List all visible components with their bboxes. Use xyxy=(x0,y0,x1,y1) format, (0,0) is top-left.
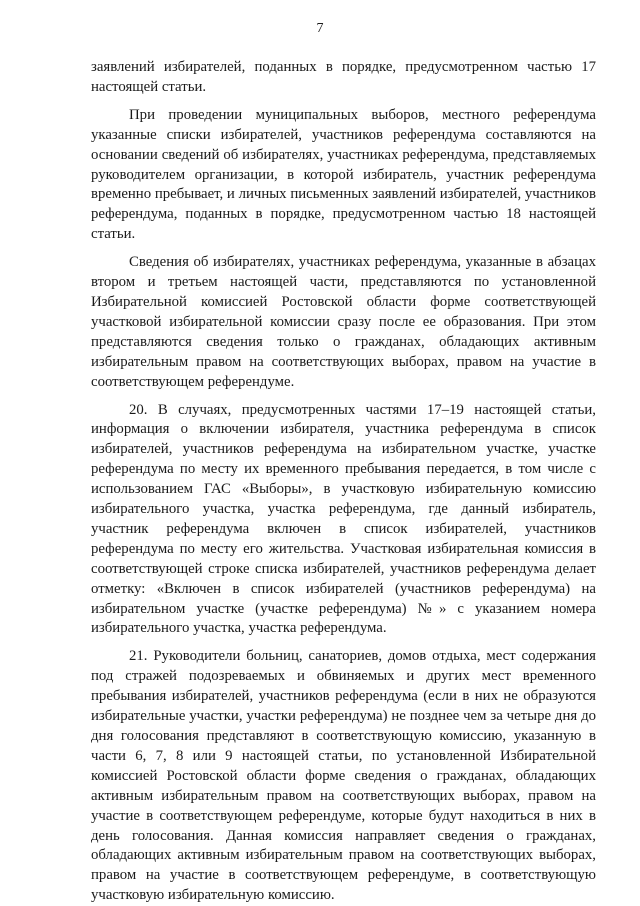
document-body xyxy=(91,58,596,906)
page-number: 7 xyxy=(316,21,324,36)
paragraph-part-20: 20. В случаях, предусмотренных частями 17–19 настоящей статьи, информация о включении избирателя, участника референдума в список избирателей, участников референдума на избирательном участке, участке референдума по месту их временного пребывания передается, в том числе с использованием ГАС «Выборы», в участковую избирательную комиссию избирательного участка, участка референдума, где данный избиратель, участник референдума включен в список избирателей, участников референдума по месту его жительства. Участковая избирательная комиссия в соответствующей строке списка избирателей, участников референдума делает отметку: «Включен в список избирателей (участников референдума) на избирательном участке (участке референдума) №» с указанием номера избирательного участка, участка референдума. xyxy=(91,401,596,637)
paragraph-voter-information: Сведения об избирателях, участниках референдума, указанные в абзацах втором и третьем настоящей части, представляются по установленной Избирательной комиссией Ростовской области форме соответствующей участковой избирательной комиссии сразу после ее образования. При этом представляются сведения только о гражданах, обладающих активным избирательным правом на соответствующих выборах, правом на участие в соответствующем референдуме. xyxy=(91,254,596,390)
paragraph-municipal-elections: При проведении муниципальных выборов, местного референдума указанные списки избирателей, участников референдума составляются на основании сведений об избирателях, участниках референдума, представляемых руководителем организации, в которой избиратель, участник референдума временно пребывает, и личных письменных заявлений избирателей, участников референдума, поданных в порядке, предусмотренном частью 18 настоящей статьи. xyxy=(91,106,596,243)
paragraph-part-21: 21. Руководители больниц, санаториев, домов отдыха, мест содержания под стражей подозреваемых и обвиняемых и других мест временного пребывания избирателей, участников референдума (если в них не образуются избирательные участки, участки референдума) не позднее чем за четыре дня до дня голосования представляют в соответствующую комиссию, указанную в части 6, 7, 8 или 9 настоящей статьи, по установленной Избирательной комиссией Ростовской области форме сведения о гражданах, обладающих активным избирательным правом на соответствующих выборах, правом на участие в соответствующем референдуме, которые будут находиться в них в день голосования. Данная комиссия направляет сведения о гражданах, обладающих активным избирательным правом на соответствующих выборах, правом на участие в соответствующем референдуме, в соответствующую участковую избирательную комиссию. xyxy=(91,648,596,904)
paragraph-continuation: заявлений избирателей, поданных в порядке, предусмотренном частью 17 настоящей статьи. xyxy=(91,59,596,95)
